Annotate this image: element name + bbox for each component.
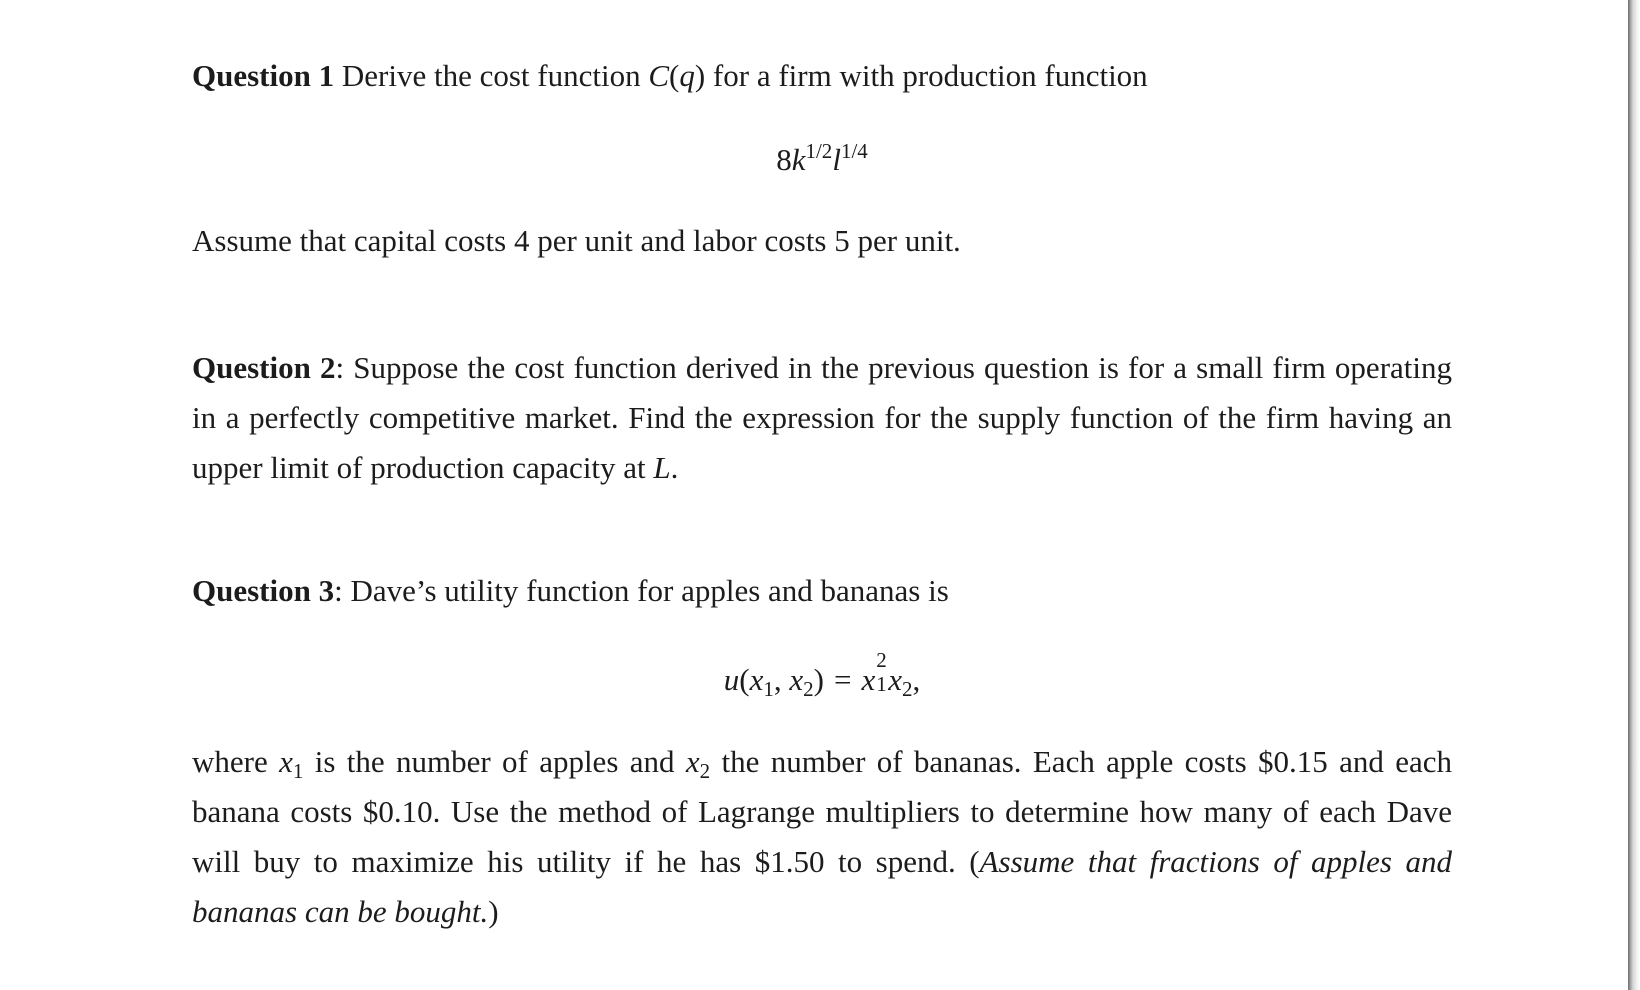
utility-x1: x [749, 662, 764, 697]
question-2-end: . [670, 450, 679, 485]
formula-exp-k: 1/2 [805, 139, 833, 163]
question-1-paragraph [192, 51, 1452, 101]
utility-paren-open: ( [739, 662, 750, 697]
question-3-note: Assume that fractions of apples and bananas can be bought. [192, 844, 1452, 929]
utility-paren-close: ) [813, 662, 824, 697]
formula-var-k: k [791, 142, 806, 177]
body-x2: x [685, 744, 700, 779]
rhs-x1-scripts [875, 648, 888, 696]
rhs-x1-exponent: 2 [876, 648, 887, 672]
utility-function-formula [192, 648, 1452, 701]
rhs-x2-sub: 2 [901, 677, 913, 701]
question-1-assumption: Assume that capital costs 4 per unit and labor costs 5 per unit. [192, 223, 961, 258]
question-1-text-b: for a firm with production function [705, 58, 1148, 93]
body-x1: x [279, 744, 293, 779]
capacity-var: L [653, 450, 671, 485]
utility-comma: , [773, 662, 790, 697]
rhs-x1-subscript: 1 [876, 672, 887, 696]
question-2-label: Question 2 [192, 350, 336, 385]
cost-fn-symbol: C [648, 58, 670, 93]
question-3-body-b: is the number of apples and [303, 744, 686, 779]
equals-sign: = [833, 662, 852, 697]
question-3-body [192, 737, 1452, 937]
formula-trailing-comma: , [912, 662, 921, 697]
question-1-text-a: Derive the cost function [334, 58, 649, 93]
question-3-intro [192, 566, 1452, 616]
rhs-x1: x [861, 662, 876, 697]
utility-symbol: u [723, 662, 740, 697]
utility-x2: x [789, 662, 804, 697]
page-edge-shadow [1628, 0, 1640, 990]
body-x1-sub: 1 [292, 759, 304, 783]
production-function-formula [192, 140, 1452, 180]
question-3-body-c: the number of bananas. Each apple costs $0.15 and each banana costs $0.10. Use the method of Lagrange multipliers to determine how many of each Dave will buy to maximize his utility if he has $1.50 to spend. ( [192, 744, 1453, 879]
rhs-x2: x [888, 662, 902, 697]
paren-close: ) [694, 58, 706, 93]
question-3-intro-text: : Dave’s utility function for apples and bananas is [334, 573, 949, 608]
question-3-body-a: where [192, 744, 280, 779]
paren-open: ( [669, 58, 680, 93]
formula-var-l: l [832, 142, 841, 177]
utility-x2-sub: 2 [803, 677, 814, 701]
question-2-paragraph [192, 343, 1452, 493]
question-3-label: Question 3 [192, 573, 335, 608]
formula-coefficient: 8 [776, 142, 792, 177]
body-x2-sub: 2 [699, 759, 711, 783]
utility-x1-sub: 1 [763, 677, 774, 701]
question-3-body-end: ) [488, 894, 499, 929]
question-2-text: : Suppose the cost function derived in the previous question is for a small firm operating in a perfectly competitive market. Find the expression for the supply function of the firm having an upper limit of production capacity at [192, 350, 1452, 485]
quantity-var: q [679, 58, 695, 93]
formula-exp-l: 1/4 [840, 139, 868, 163]
question-1-label: Question 1 [192, 58, 335, 93]
